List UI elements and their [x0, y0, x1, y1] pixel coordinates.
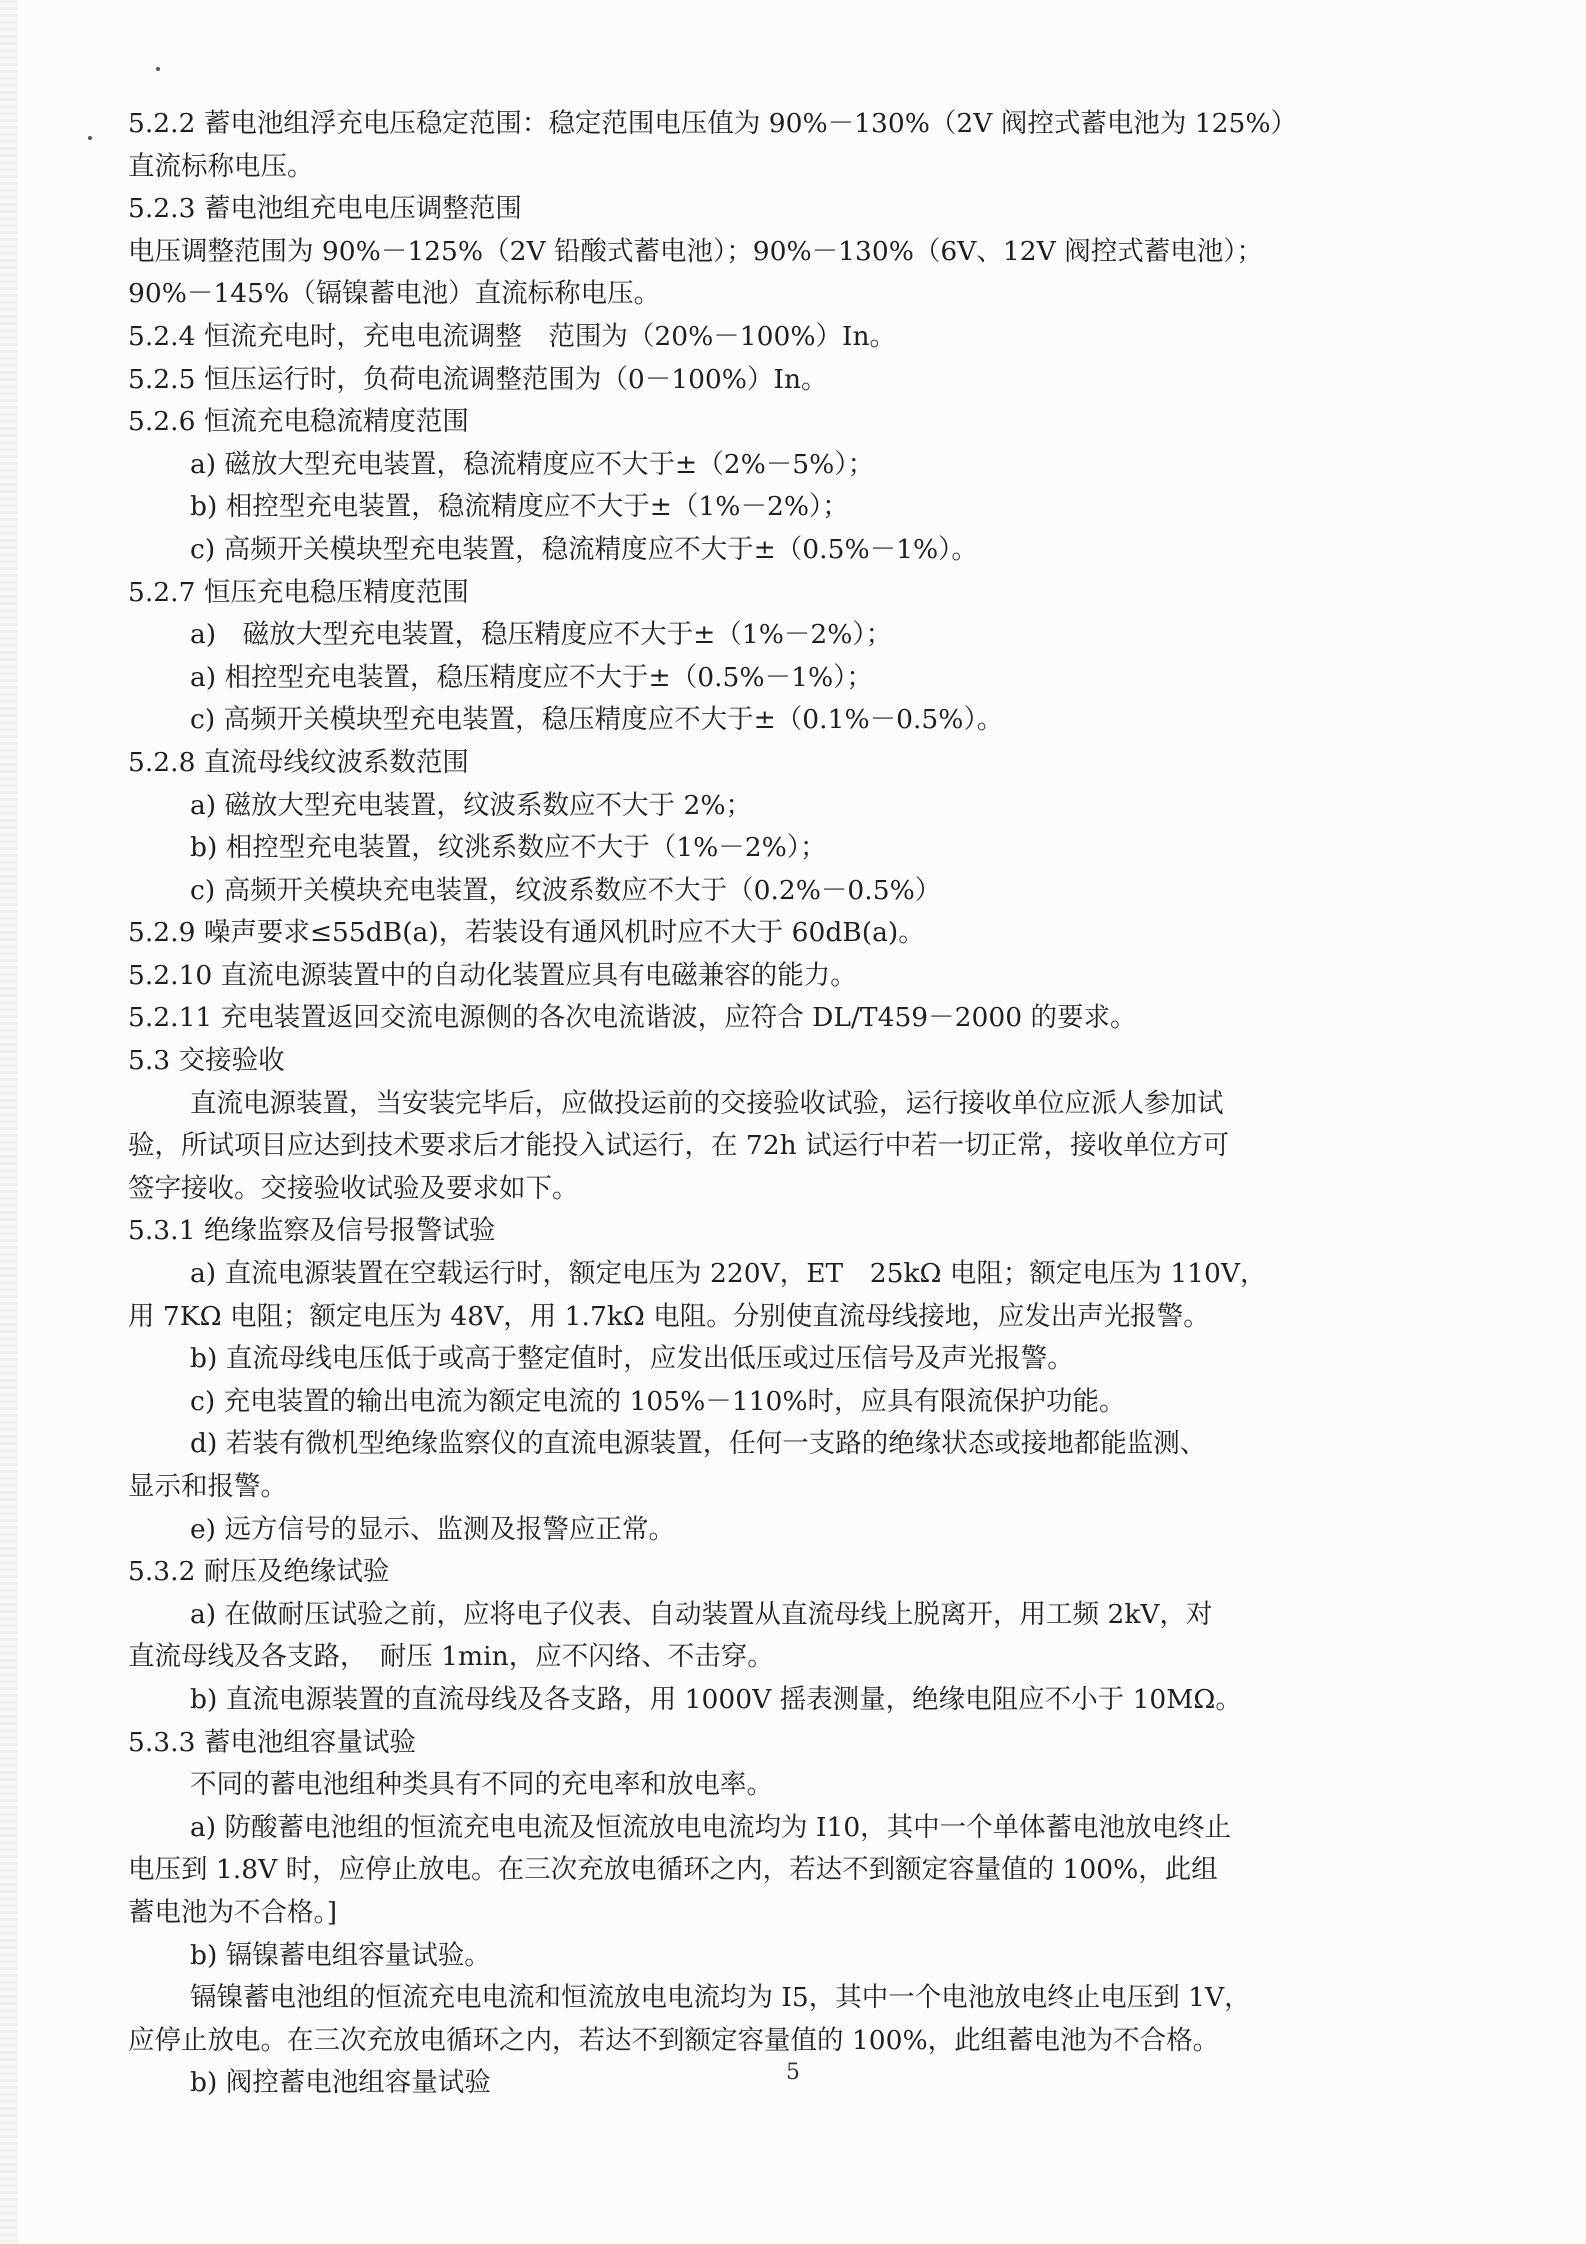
- text-line: e) 远方信号的显示、监测及报警应正常。: [190, 1513, 675, 1545]
- text-line: b) 阀控蓄电池组容量试验: [190, 2067, 491, 2099]
- text-line: 直流母线及各支路， 耐压 1min，应不闪络、不击穿。: [128, 1641, 774, 1673]
- scan-speck: [156, 67, 160, 71]
- text-line: a) 磁放大型充电装置，稳流精度应不大于±（2%－5%）；: [190, 448, 875, 480]
- text-line: b) 直流电源装置的直流母线及各支路，用 1000V 摇表测量，绝缘电阻应不小于 10MΩ。: [190, 1683, 1242, 1715]
- text-line: a) 防酸蓄电池组的恒流充电电流及恒流放电电流均为 I10，其中一个单体蓄电池放电终止: [190, 1811, 1232, 1843]
- text-line: b) 相控型充电装置，稳流精度应不大于±（1%－2%）；: [190, 491, 849, 523]
- page-number: 5: [786, 2060, 800, 2085]
- text-line: 5.3.1 绝缘监察及信号报警试验: [128, 1215, 496, 1247]
- text-line: b) 相控型充电装置，纹洮系数应不大于（1%－2%）；: [190, 832, 827, 864]
- text-line: c) 高频开关模块充电装置，纹波系数应不大于（0.2%－0.5%）: [190, 874, 942, 906]
- text-line: 5.3 交接验收: [128, 1045, 285, 1077]
- scan-edge: [0, 0, 18, 2244]
- text-line: 5.2.7 恒压充电稳压精度范围: [128, 576, 469, 608]
- document-body: [128, 103, 1458, 2105]
- text-line: 90%－145%（镉镍蓄电池）直流标称电压。: [128, 278, 661, 310]
- text-line: 5.2.10 直流电源装置中的自动化装置应具有电磁兼容的能力。: [128, 959, 857, 991]
- text-line: c) 高频开关模块型充电装置，稳流精度应不大于±（0.5%－1%）。: [190, 533, 978, 565]
- text-line: b) 镉镍蓄电组容量试验。: [190, 1939, 491, 1971]
- text-line: b) 直流母线电压低于或高于整定值时，应发出低压或过压信号及声光报警。: [190, 1343, 1074, 1375]
- text-line: 显示和报警。: [128, 1471, 287, 1502]
- text-line: 电压到 1.8V 时，应停止放电。在三次充放电循环之内，若达不到额定容量值的 100%，此组: [128, 1854, 1218, 1886]
- text-line: 5.2.2 蓄电池组浮充电压稳定范围：稳定范围电压值为 90%－130%（2V 阀控式蓄电池为 125%）: [128, 108, 1298, 139]
- text-line: 直流电源装置，当安装完毕后，应做投运前的交接验收试验，运行接收单位应派人参加试: [190, 1087, 1224, 1119]
- text-line: 5.2.5 恒压运行时，负荷电流调整范围为（0－100%）In。: [128, 363, 828, 395]
- text-line: 镉镍蓄电池组的恒流充电电流和恒流放电电流均为 I5，其中一个电池放电终止电压到 1V，: [190, 1982, 1251, 2014]
- text-line: 电压调整范围为 90%－125%（2V 铅酸式蓄电池）；90%－130%（6V、12V 阀控式蓄电池）；: [128, 235, 1263, 267]
- text-line: 5.3.2 耐压及绝缘试验: [128, 1556, 390, 1588]
- text-line: c) 充电装置的输出电流为额定电流的 105%－110%时，应具有限流保护功能。: [190, 1385, 1126, 1417]
- text-line: d) 若装有微机型绝缘监察仪的直流电源装置，任何一支路的绝缘状态或接地都能监测、: [190, 1428, 1207, 1460]
- text-line: a) 磁放大型充电装置，稳压精度应不大于±（1%－2%）；: [190, 619, 893, 651]
- scan-speck: [88, 136, 92, 140]
- text-line: 用 7KΩ 电阻；额定电压为 48V，用 1.7kΩ 电阻。分别使直流母线接地，应发出声光报警。: [128, 1300, 1210, 1332]
- text-line: 不同的蓄电池组种类具有不同的充电率和放电率。: [190, 1769, 773, 1801]
- text-line: 直流标称电压。: [128, 150, 314, 182]
- text-line: 5.2.11 充电装置返回交流电源侧的各次电流谐波，应符合 DL/T459－2000 的要求。: [128, 1002, 1137, 1034]
- text-line: a) 直流电源装置在空载运行时，额定电压为 220V，ET 25kΩ 电阻；额定电压为 110V，: [190, 1258, 1267, 1290]
- text-line: 5.2.4 恒流充电时，充电电流调整 范围为（20%－100%）In。: [128, 320, 897, 352]
- text-line: 应停止放电。在三次充放电循环之内，若达不到额定容量值的 100%，此组蓄电池为不合格。: [128, 2024, 1220, 2056]
- text-line: 蓄电池为不合格。]: [128, 1896, 338, 1928]
- text-line: c) 高频开关模块型充电装置，稳压精度应不大于±（0.1%－0.5%）。: [190, 704, 1004, 736]
- text-line: a) 在做耐压试验之前，应将电子仪表、自动装置从直流母线上脱离开，用工频 2kV，对: [190, 1598, 1213, 1630]
- text-line: 5.2.3 蓄电池组充电电压调整范围: [128, 193, 522, 225]
- text-line: 5.2.9 噪声要求≤55dB(a)，若装设有通风机时应不大于 60dB(a)。: [128, 917, 925, 949]
- text-line: 5.2.6 恒流充电稳流精度范围: [128, 406, 469, 438]
- text-line: 签字接收。交接验收试验及要求如下。: [128, 1172, 579, 1204]
- text-line: 验，所试项目应达到技术要求后才能投入试运行，在 72h 试运行中若一切正常，接收单位方可: [128, 1130, 1230, 1162]
- text-line: a) 磁放大型充电装置，纹波系数应不大于 2%；: [190, 789, 753, 821]
- text-line: 5.3.3 蓄电池组容量试验: [128, 1726, 416, 1758]
- text-line: 5.2.8 直流母线纹波系数范围: [128, 746, 469, 778]
- text-line: a) 相控型充电装置，稳压精度应不大于±（0.5%－1%）；: [190, 661, 873, 693]
